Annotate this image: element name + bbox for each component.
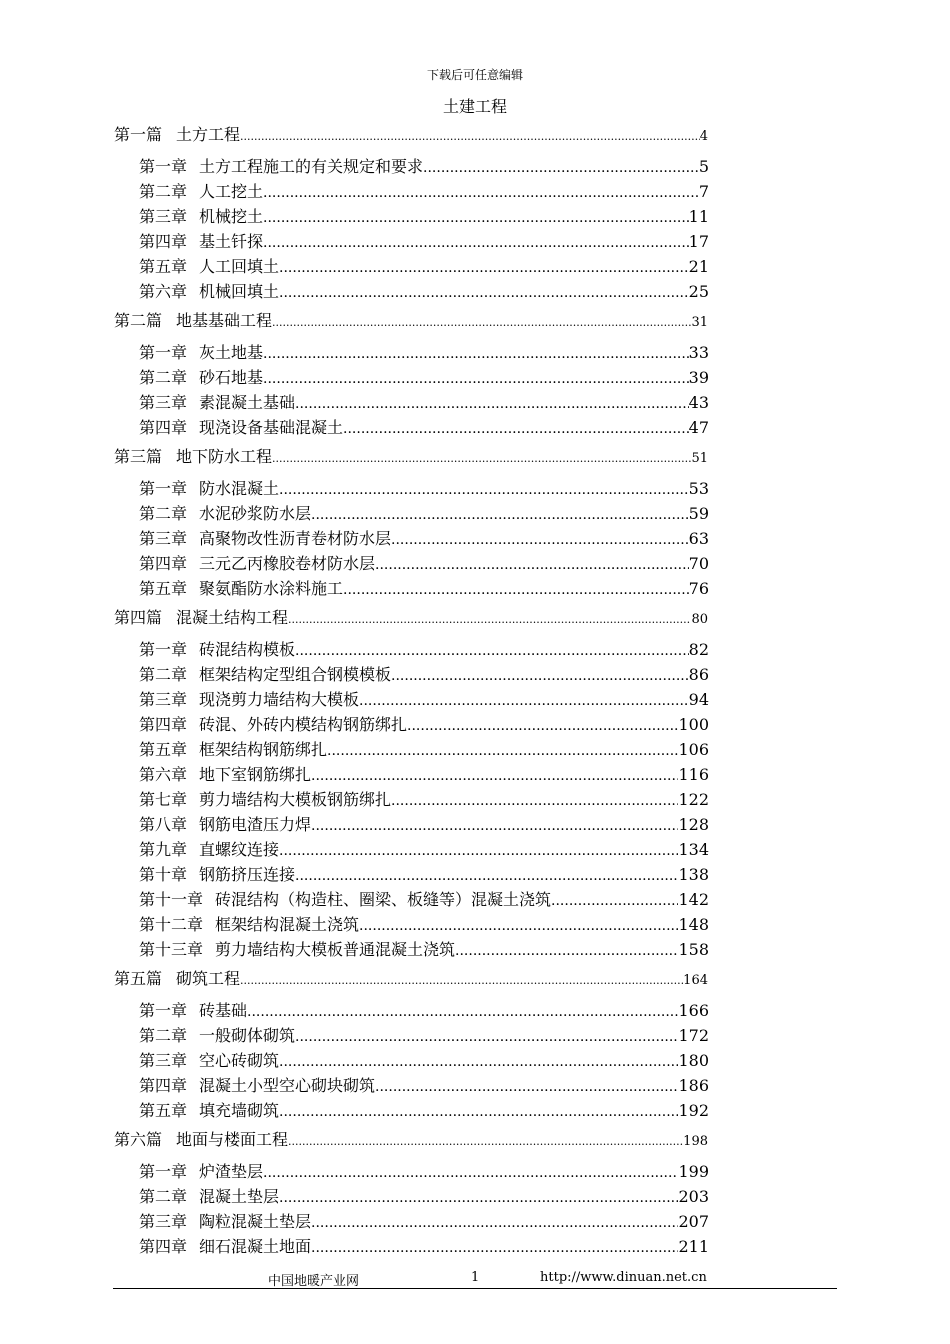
toc-chapter-entry[interactable] [139,279,709,304]
toc-chapter-entry[interactable] [139,887,709,912]
toc-chapter-title: 灰土地基 [199,343,264,362]
toc-chapter-entry[interactable] [139,179,709,204]
toc-leader-dots [263,235,689,251]
toc-chapter-entry[interactable] [139,1048,709,1073]
toc-page-number: 86 [688,665,709,684]
toc-chapter-number: 第五章 [139,1101,188,1120]
toc-page-number: 180 [678,1051,709,1070]
toc-chapter-title: 聚氨酯防水涂料施工 [199,579,344,598]
toc-chapter-title: 机械挖土 [199,207,264,226]
toc-page-number: 47 [688,418,709,437]
toc-chapter-number: 第九章 [139,840,188,859]
toc-chapter-entry[interactable] [139,415,709,440]
toc-page-number: 33 [688,343,709,362]
toc-chapter-entry[interactable] [139,1073,709,1098]
toc-chapter-title: 框架结构混凝土浇筑 [215,915,360,934]
toc-chapter-entry[interactable] [139,254,709,279]
toc-chapter-number: 第五章 [139,257,188,276]
toc-leader-dots [279,285,689,301]
footer-site-name: 中国地暖产业网 [268,1274,360,1289]
toc-chapter-entry[interactable] [139,937,709,962]
toc-leader-dots [263,371,689,387]
toc-part-title: 地下防水工程 [176,447,273,466]
toc-chapter-number: 第一章 [139,640,188,659]
toc-leader-dots [295,643,689,659]
toc-chapter-number: 第一章 [139,1001,188,1020]
toc-page-number: 80 [691,612,708,627]
toc-page-number: 158 [678,940,709,959]
toc-chapter-title: 砖基础 [199,1001,248,1020]
toc-chapter-entry[interactable] [139,1234,709,1259]
toc-chapter-title: 人工挖土 [199,182,264,201]
toc-chapter-number: 第三章 [139,393,188,412]
toc-chapter-title: 炉渣垫层 [199,1162,264,1181]
toc-chapter-title: 钢筋挤压连接 [199,865,296,884]
toc-chapter-entry[interactable] [139,912,709,937]
toc-chapter-number: 第二章 [139,1187,188,1206]
toc-part-entry[interactable] [114,605,708,627]
toc-chapter-title: 剪力墙结构大模板普通混凝土浇筑 [215,940,456,959]
toc-chapter-entry[interactable] [139,737,709,762]
toc-page-number: 166 [678,1001,709,1020]
toc-page-number: 43 [688,393,709,412]
toc-leader-dots [247,1004,678,1020]
toc-part-title: 砌筑工程 [176,969,241,988]
toc-chapter-entry[interactable] [139,998,709,1023]
toc-leader-dots [279,1104,678,1120]
toc-chapter-entry[interactable] [139,551,709,576]
document-title: 土建工程 [442,97,507,116]
toc-chapter-number: 第四章 [139,418,188,437]
toc-chapter-title: 土方工程施工的有关规定和要求 [199,157,424,176]
toc-page-number: 31 [691,315,708,330]
toc-page-number: 63 [688,529,709,548]
toc-leader-dots [375,557,689,573]
toc-part-number: 第一篇 [114,125,163,144]
toc-leader-dots [423,160,699,176]
toc-chapter-entry[interactable] [139,787,709,812]
toc-chapter-number: 第五章 [139,740,188,759]
toc-chapter-number: 第十章 [139,865,188,884]
toc-leader-dots [343,421,689,437]
toc-leader-dots [263,346,689,362]
toc-chapter-title: 防水混凝土 [199,479,280,498]
toc-page-number: 192 [678,1101,709,1120]
toc-chapter-number: 第一章 [139,157,188,176]
toc-leader-dots [279,482,689,498]
toc-chapter-title: 陶粒混凝土垫层 [199,1212,312,1231]
toc-chapter-number: 第三章 [139,1051,188,1070]
toc-page-number: 5 [698,157,709,176]
toc-chapter-number: 第二章 [139,368,188,387]
toc-chapter-entry[interactable] [139,762,709,787]
toc-leader-dots [263,185,699,201]
toc-chapter-number: 第四章 [139,232,188,251]
toc-page-number: 138 [678,865,709,884]
toc-part-title: 地基基础工程 [176,311,273,330]
toc-chapter-entry[interactable] [139,637,709,662]
toc-part-number: 第六篇 [114,1130,163,1149]
toc-chapter-title: 人工回填土 [199,257,280,276]
toc-chapter-title: 框架结构钢筋绑扎 [199,740,328,759]
toc-page-number: 128 [678,815,709,834]
toc-chapter-title: 现浇设备基础混凝土 [199,418,344,437]
toc-part-title: 混凝土结构工程 [176,608,289,627]
toc-page-number: 82 [688,640,709,659]
toc-page-number: 76 [688,579,709,598]
toc-chapter-title: 混凝土垫层 [199,1187,280,1206]
toc-page-number: 11 [688,207,709,226]
toc-page-number: 100 [678,715,709,734]
toc-part-entry[interactable] [114,444,708,466]
toc-part-entry[interactable] [114,122,708,144]
toc-leader-dots [311,768,678,784]
footer-divider [113,1288,837,1289]
toc-chapter-title: 框架结构定型组合钢模模板 [199,665,392,684]
toc-part-number: 第二篇 [114,311,163,330]
toc-chapter-title: 地下室钢筋绑扎 [199,765,312,784]
toc-chapter-number: 第十三章 [139,940,204,959]
toc-chapter-title: 机械回填土 [199,282,280,301]
toc-chapter-number: 第十一章 [139,890,204,909]
toc-leader-dots [551,893,678,909]
toc-chapter-entry[interactable] [139,862,709,887]
toc-page-number: 203 [678,1187,709,1206]
toc-chapter-number: 第一章 [139,1162,188,1181]
toc-page-number: 59 [688,504,709,523]
toc-leader-dots [391,793,678,809]
toc-part-title: 地面与楼面工程 [176,1130,289,1149]
toc-chapter-number: 第四章 [139,1237,188,1256]
toc-page-number: 186 [678,1076,709,1095]
toc-chapter-entry[interactable] [139,712,709,737]
toc-leader-dots [327,743,678,759]
toc-page-number: 116 [678,765,709,784]
toc-chapter-title: 三元乙丙橡胶卷材防水层 [199,554,376,573]
toc-leader-dots [407,718,678,734]
toc-chapter-title: 混凝土小型空心砌块砌筑 [199,1076,376,1095]
toc-leader-dots [455,943,678,959]
toc-chapter-entry[interactable] [139,204,709,229]
toc-part-entry[interactable] [114,1127,708,1149]
toc-chapter-title: 砂石地基 [199,368,264,387]
toc-part-number: 第四篇 [114,608,163,627]
toc-chapter-entry[interactable] [139,390,709,415]
toc-page-number: 53 [688,479,709,498]
toc-chapter-title: 水泥砂浆防水层 [199,504,312,523]
toc-part-entry[interactable] [114,966,708,988]
toc-chapter-number: 第一章 [139,479,188,498]
toc-chapter-title: 基土钎探 [199,232,264,251]
toc-chapter-title: 砖混结构（构造柱、圈梁、板缝等）混凝土浇筑 [215,890,552,909]
footer-url[interactable]: http://www.dinuan.net.cn [540,1270,707,1285]
toc-leader-dots [263,1165,678,1181]
toc-leader-dots [288,613,691,626]
toc-page-number: 207 [678,1212,709,1231]
toc-chapter-entry[interactable] [139,526,709,551]
toc-chapter-entry[interactable] [139,687,709,712]
toc-page-number: 172 [678,1026,709,1045]
toc-leader-dots [375,1079,678,1095]
toc-page-number: 134 [678,840,709,859]
toc-page-number: 17 [688,232,709,251]
table-of-contents [0,118,950,1259]
toc-leader-dots [240,130,700,143]
toc-chapter-entry[interactable] [139,576,709,601]
toc-chapter-number: 第一章 [139,343,188,362]
toc-chapter-entry[interactable] [139,154,709,179]
toc-chapter-number: 第十二章 [139,915,204,934]
toc-chapter-title: 直螺纹连接 [199,840,280,859]
toc-leader-dots [343,582,689,598]
toc-chapter-entry[interactable] [139,340,709,365]
toc-leader-dots [311,507,689,523]
toc-chapter-entry[interactable] [139,837,709,862]
toc-page-number: 39 [688,368,709,387]
toc-chapter-title: 高聚物改性沥青卷材防水层 [199,529,392,548]
toc-page-number: 51 [691,451,708,466]
toc-page-number: 199 [678,1162,709,1181]
toc-page-number: 25 [688,282,709,301]
toc-leader-dots [391,668,689,684]
toc-chapter-title: 填充墙砌筑 [199,1101,280,1120]
toc-part-number: 第三篇 [114,447,163,466]
toc-leader-dots [279,260,689,276]
toc-page-number: 7 [698,182,709,201]
toc-leader-dots [295,396,689,412]
toc-chapter-entry[interactable] [139,812,709,837]
toc-page-number: 4 [699,129,708,144]
toc-leader-dots [359,918,678,934]
toc-leader-dots [391,532,689,548]
toc-leader-dots [311,1215,678,1231]
toc-page-number: 148 [678,915,709,934]
toc-leader-dots [311,818,678,834]
toc-leader-dots [279,1190,678,1206]
toc-chapter-entry[interactable] [139,1159,709,1184]
header-note: 下载后可任意编辑 [426,68,523,82]
toc-chapter-entry[interactable] [139,501,709,526]
toc-chapter-title: 素混凝土基础 [199,393,296,412]
toc-chapter-number: 第四章 [139,715,188,734]
toc-chapter-title: 钢筋电渣压力焊 [199,815,312,834]
toc-page-number: 164 [683,973,708,988]
toc-leader-dots [240,974,683,987]
toc-chapter-entry[interactable] [139,1098,709,1123]
toc-chapter-number: 第六章 [139,765,188,784]
toc-chapter-title: 现浇剪力墙结构大模板 [199,690,360,709]
toc-chapter-entry[interactable] [139,662,709,687]
toc-leader-dots [272,452,691,465]
toc-chapter-title: 一般砌体砌筑 [199,1026,296,1045]
toc-leader-dots [311,1240,678,1256]
toc-page-number: 70 [688,554,709,573]
toc-leader-dots [295,868,678,884]
toc-chapter-title: 细石混凝土地面 [199,1237,312,1256]
toc-chapter-number: 第二章 [139,1026,188,1045]
toc-chapter-entry[interactable] [139,365,709,390]
toc-part-title: 土方工程 [176,125,241,144]
toc-chapter-entry[interactable] [139,476,709,501]
toc-leader-dots [288,1135,683,1148]
toc-chapter-number: 第四章 [139,1076,188,1095]
toc-part-entry[interactable] [114,308,708,330]
toc-chapter-number: 第二章 [139,182,188,201]
toc-chapter-entry[interactable] [139,1023,709,1048]
toc-chapter-entry[interactable] [139,1184,709,1209]
toc-page-number: 198 [683,1134,708,1149]
toc-page-number: 142 [678,890,709,909]
toc-chapter-title: 砖混结构模板 [199,640,296,659]
toc-leader-dots [272,316,691,329]
toc-chapter-number: 第五章 [139,579,188,598]
toc-page-number: 94 [688,690,709,709]
toc-part-number: 第五篇 [114,969,163,988]
toc-chapter-number: 第四章 [139,554,188,573]
toc-chapter-number: 第六章 [139,282,188,301]
toc-chapter-number: 第三章 [139,529,188,548]
footer-page-number: 1 [471,1270,480,1285]
toc-chapter-title: 砖混、外砖内模结构钢筋绑扎 [199,715,408,734]
toc-leader-dots [279,843,678,859]
toc-chapter-title: 空心砖砌筑 [199,1051,280,1070]
toc-leader-dots [359,693,689,709]
toc-page-number: 106 [678,740,709,759]
toc-page-number: 122 [678,790,709,809]
toc-chapter-number: 第二章 [139,504,188,523]
toc-page-number: 21 [688,257,709,276]
toc-chapter-title: 剪力墙结构大模板钢筋绑扎 [199,790,392,809]
toc-leader-dots [263,210,689,226]
toc-chapter-number: 第三章 [139,207,188,226]
toc-chapter-number: 第三章 [139,690,188,709]
toc-chapter-entry[interactable] [139,229,709,254]
toc-chapter-number: 第八章 [139,815,188,834]
toc-chapter-number: 第三章 [139,1212,188,1231]
toc-chapter-entry[interactable] [139,1209,709,1234]
toc-chapter-number: 第二章 [139,665,188,684]
toc-leader-dots [295,1029,678,1045]
toc-page-number: 211 [678,1237,709,1256]
toc-leader-dots [279,1054,678,1070]
toc-chapter-number: 第七章 [139,790,188,809]
